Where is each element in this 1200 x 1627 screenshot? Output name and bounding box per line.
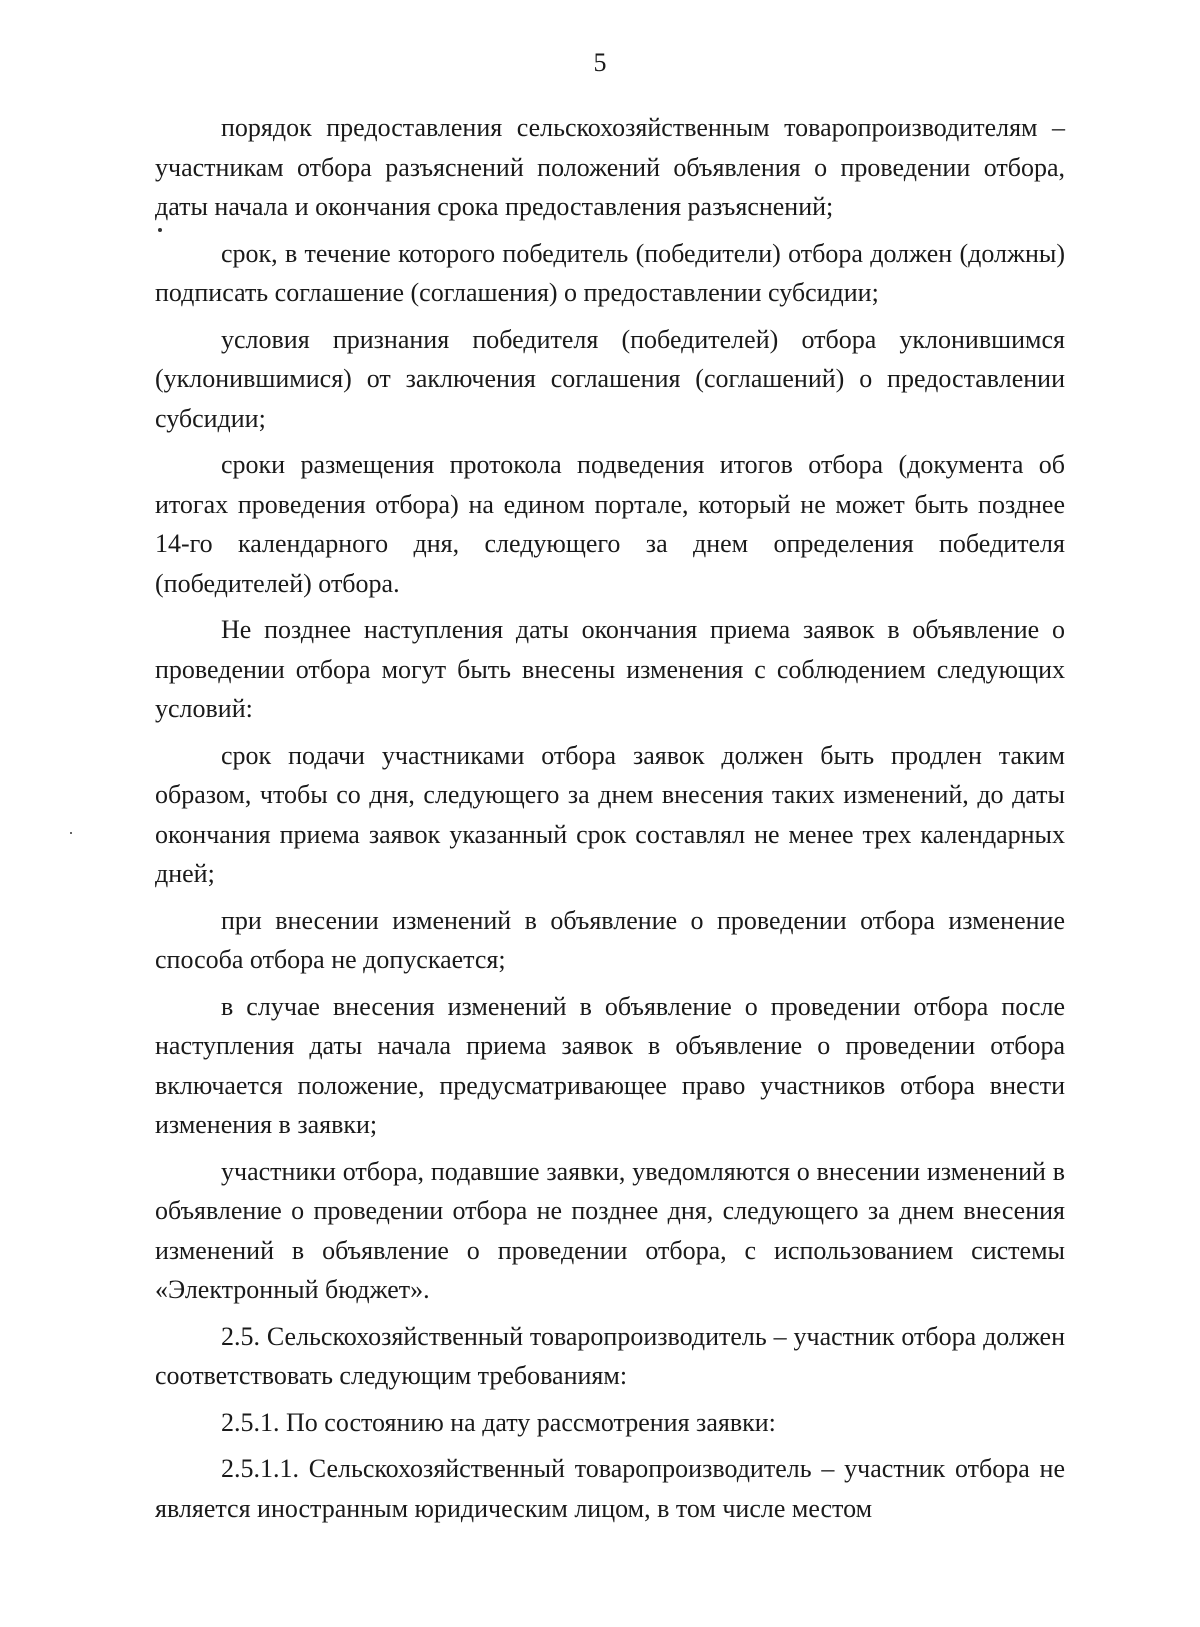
paragraph-application-changes: в случае внесения изменений в объявление о проведении отбора после наступления даты начала приема заявок в объявление о проведении отбора включается положение, предусматривающее право участников отбора внести изменения в заявки; [155, 991, 1065, 1139]
paragraph-section-2-5-1-1: 2.5.1.1. Сельскохозяйственный товаропроизводитель – участник отбора не является иностранным юридическим лицом, в том числе местом [155, 1454, 1065, 1523]
scan-speck [70, 832, 72, 834]
paragraph-changes-intro: Не позднее наступления даты окончания приема заявок в объявление о проведении отбора могут быть внесены изменения с соблюдением следующих условий: [155, 615, 1065, 723]
paragraph-method-change-ban: при внесении изменений в объявление о проведении отбора изменение способа отбора не допускается; [155, 905, 1065, 974]
paragraph-protocol-placement: сроки размещения протокола подведения итогов отбора (документа об итогах проведения отбора) на едином портале, который не может быть позднее 14-го календарного дня, следующего за днем определения победителя (победителей) отбора. [155, 450, 1065, 598]
paragraph-agreement-term: срок, в течение которого победитель (победители) отбора должен (должны) подписать соглашение (соглашения) о предоставлении субсидии; [155, 238, 1065, 307]
document-body [155, 108, 1065, 1535]
paragraph-evasion-conditions: условия признания победителя (победителей) отбора уклонившимся (уклонившимися) от заключения соглашения (соглашений) о предоставлении субсидии; [155, 324, 1065, 433]
page-number: 5 [593, 48, 607, 77]
paragraph-section-2-5-1: 2.5.1. По состоянию на дату рассмотрения заявки: [221, 1407, 776, 1437]
paragraph-clarification-procedure: порядок предоставления сельскохозяйственным товаропроизводителям – участникам отбора разъяснений положений объявления о проведении отбора, даты начала и окончания срока предоставления разъяснений; [155, 113, 1065, 221]
paragraph-section-2-5: 2.5. Сельскохозяйственный товаропроизводитель – участник отбора должен соответствовать следующим требованиям: [155, 1321, 1065, 1390]
paragraph-participant-notification: участники отбора, подавшие заявки, уведомляются о внесении изменений в объявление о проведении отбора не позднее дня, следующего за днем внесения изменений в объявление о проведении отбора, с использованием системы «Электронный бюджет». [155, 1156, 1065, 1304]
paragraph-deadline-extension: срок подачи участниками отбора заявок должен быть продлен таким образом, чтобы со дня, следующего за днем внесения таких изменений, до даты окончания приема заявок указанный срок составлял не менее трех календарных дней; [155, 740, 1065, 888]
